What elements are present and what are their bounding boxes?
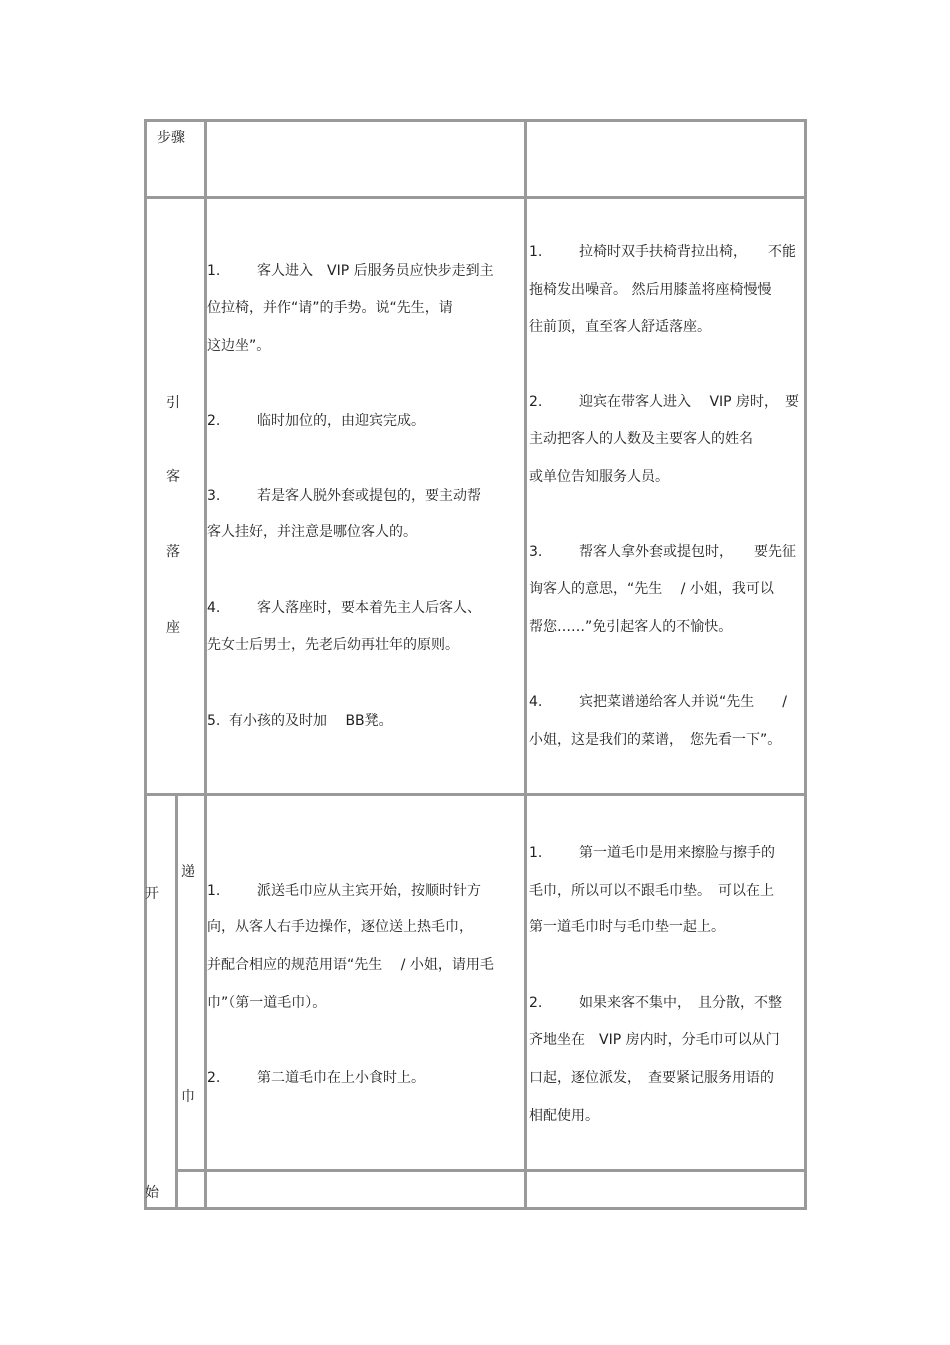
item-line: 第一道毛巾时与毛巾垫一起上。	[529, 919, 725, 935]
subsection-label-char: 巾	[181, 1089, 195, 1105]
item-number: 2.	[207, 1070, 221, 1086]
item-line: 迎宾在带客人进入 VIP 房时， 要	[579, 394, 800, 410]
procedure-item	[207, 599, 481, 617]
item-line: 客人落座时，要本着先主人后客人、	[257, 600, 481, 616]
procedure-item	[207, 882, 481, 900]
item-number: 1.	[207, 263, 221, 279]
item-line: 帮您……”免引起客人的不愉快。	[529, 619, 733, 635]
item-line: 这边坐”。	[207, 338, 271, 354]
table-border-bottom	[144, 1207, 807, 1210]
note-item	[529, 243, 796, 261]
item-line: 宾把菜谱递给客人并说“先生 /	[579, 694, 787, 710]
item-number: 2.	[529, 995, 543, 1011]
table-sub-divider	[175, 793, 178, 1210]
item-line: 巾”（第一道毛巾）。	[207, 995, 327, 1011]
item-line: 或单位告知服务人员。	[529, 469, 669, 485]
item-number: 3.	[207, 488, 221, 504]
note-item	[529, 844, 775, 862]
item-line: 拉椅时双手扶椅背拉出椅， 不能	[579, 244, 796, 260]
subsection-label-char: 递	[181, 864, 195, 880]
item-line: 齐地坐在 VIP 房内时，分毛巾可以从门	[529, 1032, 780, 1048]
item-line: 口起，逐位派发， 查要紧记服务用语的	[529, 1070, 774, 1086]
item-line: 并配合相应的规范用语“先生 / 小姐，请用毛	[207, 957, 494, 973]
section-label-char: 座	[166, 620, 180, 636]
item-number: 2.	[529, 394, 543, 410]
item-line: 往前顶，直至客人舒适落座。	[529, 319, 711, 335]
item-line: 帮客人拿外套或提包时， 要先征	[579, 544, 796, 560]
item-line: 询客人的意思，“先生 / 小姐，我可以	[529, 581, 774, 597]
section-label-char: 开	[145, 886, 159, 902]
item-line: 主动把客人的人数及主要客人的姓名	[529, 431, 753, 447]
table-border-right	[804, 119, 807, 1210]
item-line: 向，从客人右手边操作，逐位送上热毛巾，	[207, 919, 473, 935]
item-line: 客人进入 VIP 后服务员应快步走到主	[257, 263, 494, 279]
item-number: 1.	[529, 244, 543, 260]
section-label-char: 引	[166, 395, 180, 411]
table-row-divider	[144, 793, 807, 796]
table-border-left	[144, 119, 147, 1210]
item-line: 相配使用。	[529, 1108, 599, 1124]
item-line: 如果来客不集中， 且分散，不整	[579, 995, 782, 1011]
procedure-item	[207, 487, 481, 505]
section-label-char: 客	[166, 469, 180, 485]
table-col-divider	[524, 119, 527, 1210]
procedure-item	[207, 412, 425, 430]
item-line: 客人挂好，并注意是哪位客人的。	[207, 524, 417, 540]
item-line: 若是客人脱外套或提包的，要主动帮	[257, 488, 481, 504]
section-label-char: 落	[166, 544, 180, 560]
item-number: 4.	[207, 600, 221, 616]
note-item	[529, 543, 796, 561]
procedure-item	[207, 712, 393, 730]
item-line: 毛巾，所以可以不跟毛巾垫。 可以在上	[529, 883, 774, 899]
item-line: 临时加位的，由迎宾完成。	[257, 413, 425, 429]
item-number: 5.	[207, 713, 221, 729]
section-label-char: 始	[145, 1185, 159, 1201]
table-row-divider	[175, 1169, 807, 1172]
item-line: 派送毛巾应从主宾开始，按顺时针方	[257, 883, 481, 899]
table-row-divider	[144, 196, 807, 199]
item-number: 1.	[529, 845, 543, 861]
item-line: 小姐，这是我们的菜谱， 您先看一下”。	[529, 732, 782, 748]
item-line: 第二道毛巾在上小食时上。	[257, 1070, 425, 1086]
note-item	[529, 994, 782, 1012]
step-header: 步骤	[157, 130, 185, 146]
note-item	[529, 393, 799, 411]
table-col-divider	[204, 119, 207, 1210]
procedure-item	[207, 262, 494, 280]
item-line: 位拉椅，并作“请”的手势。说“先生，请	[207, 300, 453, 316]
item-line: 先女士后男士，先老后幼再壮年的原则。	[207, 637, 459, 653]
item-number: 1.	[207, 883, 221, 899]
procedure-item	[207, 1069, 425, 1087]
item-line: 拖椅发出噪音。 然后用膝盖将座椅慢慢	[529, 282, 772, 298]
item-number: 4.	[529, 694, 543, 710]
item-line: 第一道毛巾是用来擦脸与擦手的	[579, 845, 775, 861]
item-line: 有小孩的及时加 BB凳。	[229, 713, 393, 729]
table-border-top	[144, 119, 807, 122]
note-item	[529, 693, 787, 711]
item-number: 3.	[529, 544, 543, 560]
item-number: 2.	[207, 413, 221, 429]
